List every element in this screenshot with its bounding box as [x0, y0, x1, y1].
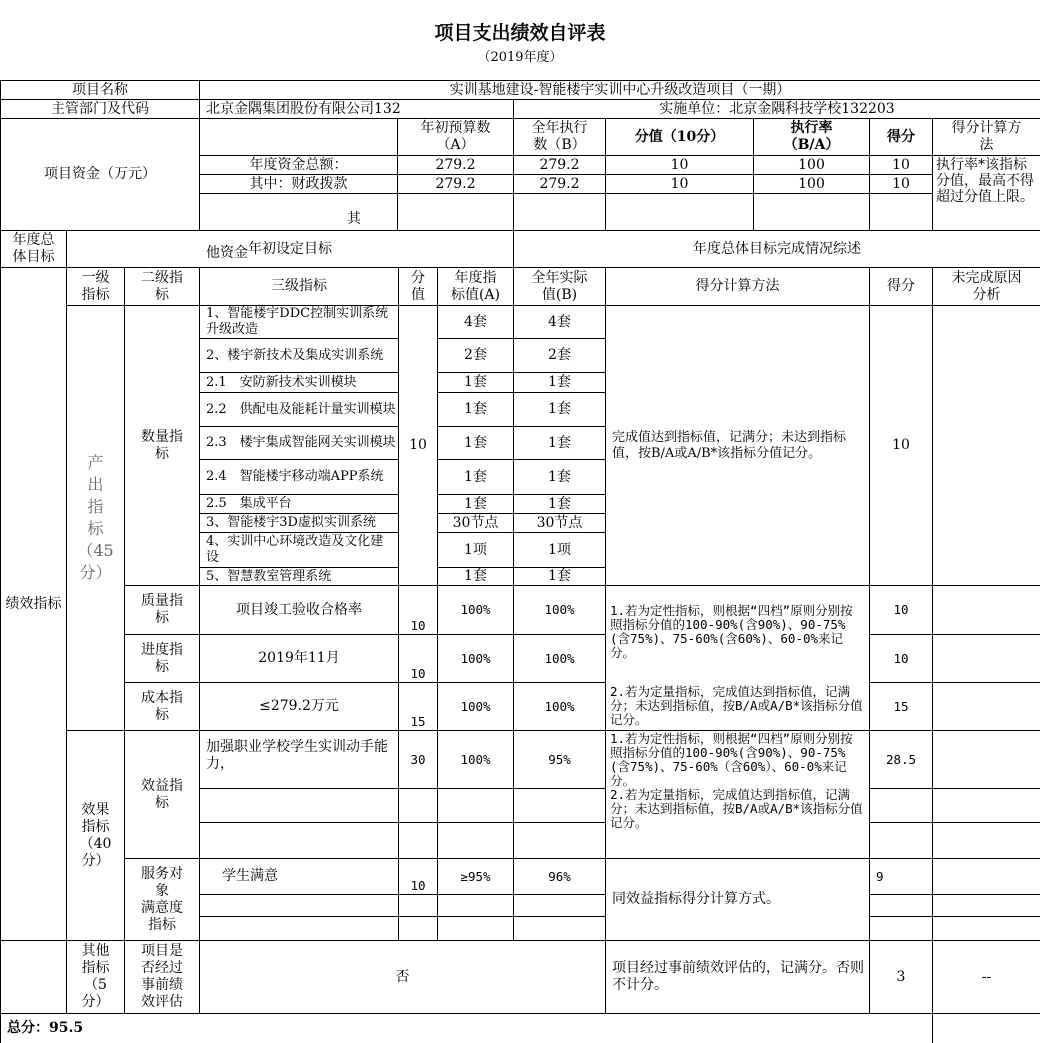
pre-evaluation-score: 3 [869, 940, 933, 1014]
funds-method: 执行率*该指标分值，最高不得超过分值上限。 [932, 155, 1040, 231]
funds-total-rate: 100 [753, 155, 870, 175]
progress-target: 100% [437, 634, 514, 683]
funds-label: 项目资金（万元） [0, 118, 200, 231]
cost-value: 15 [398, 682, 438, 731]
funds-total-value: 10 [605, 155, 754, 175]
quantity-item-name: 2.4 智能楼宇移动端APP系统 [199, 459, 399, 495]
benefit-empty-l3 [199, 788, 399, 823]
form-subtitle: （2019年度） [477, 50, 563, 65]
quality-value: 10 [398, 585, 438, 635]
empty-cell [932, 916, 1040, 941]
empty-cell [437, 822, 514, 859]
quality-reason [932, 585, 1040, 635]
quantity-reason [932, 305, 1040, 586]
progress-reason [932, 634, 1040, 683]
quantity-item-name: 3、智能楼宇3D虚拟实训系统 [199, 513, 399, 533]
satisfaction-value: 10 [398, 858, 438, 895]
quantity-item-actual: 1套 [513, 372, 606, 393]
benefit-reason [932, 730, 1040, 789]
quantity-item-name: 2.1 安防新技术实训模块 [199, 372, 399, 393]
empty-cell [513, 822, 606, 859]
header-budget: 年初预算数 （A） [397, 118, 514, 156]
empty-cell [932, 894, 1040, 917]
quality-score: 10 [869, 585, 933, 635]
impl-unit: 实施单位：北京金隅科技学校132203 [513, 99, 1040, 119]
goals-label: 年度总 体目标 [0, 230, 67, 268]
funds-other-s-cell [869, 193, 933, 231]
quantity-item-name: 2.2 供配电及能耗计量实训模块 [199, 392, 399, 427]
other-indicators: 其他 指标 （5 分） [66, 940, 125, 1014]
quantity-item-target: 2套 [437, 338, 514, 373]
quantity-item-target: 1套 [437, 567, 514, 586]
quality-indicators: 质量指 标 [124, 585, 200, 635]
col-level3: 三级指标 [199, 267, 399, 306]
empty-cell [398, 822, 438, 859]
header-exec: 全年执行 数（B） [513, 118, 606, 156]
quantity-item-name: 2.3 楼宇集成智能网关实训模块 [199, 426, 399, 460]
funds-other-a-cell [397, 193, 514, 231]
col-actual: 全年实际 值(B) [513, 267, 606, 306]
perf-indicators-label: 绩效指标 [0, 267, 67, 941]
quantity-item-name: 2.5 集成平台 [199, 494, 399, 514]
empty-cell [398, 916, 438, 941]
empty-cell [869, 916, 933, 941]
col-target: 年度指 标值(A) [437, 267, 514, 306]
pre-evaluation-method: 项目经过事前绩效评估的，记满分。否则不计分。 [605, 940, 870, 1014]
quantity-item-target: 1套 [437, 426, 514, 460]
cost-reason [932, 682, 1040, 731]
quantity-item-actual: 1套 [513, 459, 606, 495]
empty-cell [932, 1013, 1040, 1043]
empty-cell [513, 894, 606, 917]
quantity-item-actual: 1项 [513, 532, 606, 568]
benefit-l3: 加强职业学校学生实训动手能力， [199, 730, 399, 789]
quantity-item-actual: 2套 [513, 338, 606, 373]
empty-cell [513, 788, 606, 823]
pre-evaluation-indicator: 项目是 否经过 事前绩 效评估 [124, 940, 200, 1014]
progress-score: 10 [869, 634, 933, 683]
funds-other-r-cell [753, 193, 870, 231]
col-method: 得分计算方法 [605, 267, 870, 306]
effect-indicators: 效果 指标 （40 分） [66, 730, 125, 941]
quantity-indicators: 数量指 标 [124, 305, 200, 586]
quantity-method: 完成值达到指标值，记满分；未达到指标值，按B/A或A/B*该指标分值记分。 [605, 305, 870, 586]
quantity-item-target: 30节点 [437, 513, 514, 533]
satisfaction-actual: 96% [513, 858, 606, 895]
satisfaction-target: ≥95% [437, 858, 514, 895]
funds-other-a: 其 [347, 211, 361, 227]
goals-summary: 年度总体目标完成情况综述 [513, 230, 1040, 268]
qpc-method-1: 1.若为定性指标，则根据“四档”原则分别按照指标分值的100-90%(含90%)、90-75%(含75%)、75-60%(含60%)、60-0%来记分。 [610, 603, 853, 660]
header-score: 得分 [869, 118, 933, 156]
cost-l3: ≤279.2万元 [199, 682, 399, 731]
funds-fiscal-b: 279.2 [513, 174, 606, 194]
benefit-target: 100% [437, 730, 514, 789]
quantity-item-target: 1项 [437, 532, 514, 568]
quantity-item-target: 4套 [437, 305, 514, 339]
pre-evaluation-value: 否 [199, 940, 606, 1014]
quantity-item-target: 1套 [437, 392, 514, 427]
empty-cell [199, 916, 399, 941]
funds-total-label: 年度资金总额： [199, 155, 398, 175]
empty-cell [437, 916, 514, 941]
quantity-item-name: 5、智慧教室管理系统 [199, 567, 399, 586]
cost-score: 15 [869, 682, 933, 731]
empty-cell [199, 894, 399, 917]
quantity-item-name: 4、实训中心环境改造及文化建设 [199, 532, 399, 568]
satisfaction-score: 9 [869, 858, 933, 895]
quantity-value: 10 [398, 305, 438, 586]
empty-cell [932, 788, 1040, 823]
benefit-actual: 95% [513, 730, 606, 789]
header-rate: 执行率 （B/A） [753, 118, 870, 156]
dept-value: 北京金隅集团股份有限公司132 [199, 99, 514, 119]
satisfaction-method: 同效益指标得分计算方式。 [605, 858, 870, 941]
empty-cell [398, 894, 438, 917]
quantity-item-target: 1套 [437, 372, 514, 393]
quantity-item-target: 1套 [437, 494, 514, 514]
total-score: 总分：95.5 [0, 1013, 933, 1043]
benefit-score: 28.5 [869, 730, 933, 789]
satisfaction-l3: 学生满意 [199, 858, 399, 895]
funds-header-blank [199, 118, 398, 156]
funds-fiscal-a: 279.2 [397, 174, 514, 194]
benefit-indicators: 效益指 标 [124, 730, 200, 859]
benefit-empty-l3 [199, 822, 399, 859]
empty-cell [513, 916, 606, 941]
funds-other-b-cell [513, 193, 606, 231]
project-name: 实训基地建设-智能楼宇实训中心升级改造项目（一期） [199, 80, 1040, 100]
dept-label: 主管部门及代码 [0, 99, 200, 119]
quality-actual: 100% [513, 585, 606, 635]
empty-cell [437, 894, 514, 917]
funds-fiscal-rate: 100 [753, 174, 870, 194]
empty-cell [869, 894, 933, 917]
quality-l3: 项目竣工验收合格率 [199, 585, 399, 635]
goals-set: 年初设定目标 [66, 230, 514, 268]
funds-fiscal-value: 10 [605, 174, 754, 194]
cost-indicators: 成本指 标 [124, 682, 200, 731]
header-method: 得分计算方 法 [932, 118, 1040, 156]
empty-cell [398, 788, 438, 823]
funds-other-b: 他资金 [206, 245, 248, 261]
col-value: 分 值 [398, 267, 438, 306]
col-level1: 一级 指标 [66, 267, 125, 306]
benefit-method: 1.若为定性指标，则根据“四档”原则分别按照指标分值的100-90%(含90%)、90-75%(含75%)、75-60%（含60%）、60-0%来记分。 2.若为定量指标，完成值达到指标值，记满分；未达到指标值，按B/A或A/B*该指标分值记分。 [605, 730, 870, 859]
funds-total-b: 279.2 [513, 155, 606, 175]
quantity-item-actual: 1套 [513, 392, 606, 427]
empty-cell [932, 822, 1040, 859]
header-score-value: 分值（10分） [605, 118, 754, 156]
quantity-item-actual: 4套 [513, 305, 606, 339]
funds-total-score: 10 [869, 155, 933, 175]
cost-actual: 100% [513, 682, 606, 731]
quantity-item-name: 2、楼宇新技术及集成实训系统 [199, 338, 399, 373]
qpc-method [605, 585, 870, 731]
cost-target: 100% [437, 682, 514, 731]
funds-total-a: 279.2 [397, 155, 514, 175]
form-title: 项目支出绩效自评表 [434, 22, 606, 44]
progress-l3: 2019年11月 [199, 634, 399, 683]
quantity-item-actual: 30节点 [513, 513, 606, 533]
quantity-score: 10 [869, 305, 933, 586]
progress-indicators: 进度指 标 [124, 634, 200, 683]
project-name-label: 项目名称 [0, 80, 200, 100]
col-level2: 二级指 标 [124, 267, 200, 306]
progress-actual: 100% [513, 634, 606, 683]
empty-cell [869, 788, 933, 823]
quantity-item-actual: 1套 [513, 567, 606, 586]
funds-fiscal-score: 10 [869, 174, 933, 194]
output-indicators: 产 出 指 标 （45 分） [66, 305, 125, 731]
benefit-value: 30 [398, 730, 438, 789]
quantity-item-actual: 1套 [513, 494, 606, 514]
empty-cell [437, 788, 514, 823]
funds-fiscal-label: 其中：财政拨款 [199, 174, 398, 194]
quality-target: 100% [437, 585, 514, 635]
satisfaction-indicators: 服务对 象 满意度 指标 [124, 858, 200, 941]
satisfaction-reason [932, 858, 1040, 895]
empty-cell [0, 940, 67, 1014]
progress-value: 10 [398, 634, 438, 683]
quantity-item-target: 1套 [437, 459, 514, 495]
col-reason: 未完成原因 分析 [932, 267, 1040, 306]
pre-evaluation-reason: -- [932, 940, 1040, 1014]
quantity-item-actual: 1套 [513, 426, 606, 460]
quantity-item-name: 1、智能楼宇DDC控制实训系统升级改造 [199, 305, 399, 339]
funds-other-v-cell [605, 193, 754, 231]
qpc-method-2: 2.若为定量指标，完成值达到指标值，记满分；未达到指标值，按B/A或A/B*该指标分值记分。 [610, 684, 863, 727]
empty-cell [869, 822, 933, 859]
col-score: 得分 [869, 267, 933, 306]
